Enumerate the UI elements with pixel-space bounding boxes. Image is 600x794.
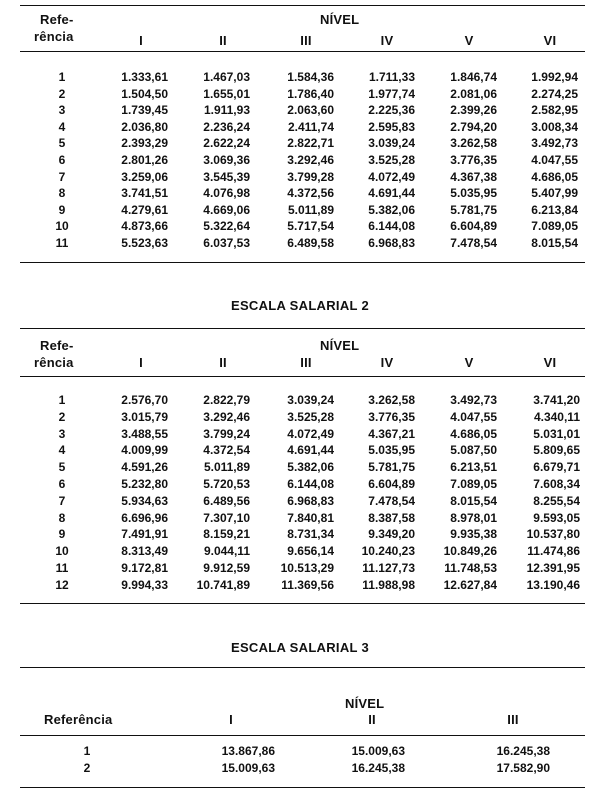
value-cell: 6.213,84 [531, 202, 578, 217]
ref-cell: 3 [58, 426, 66, 441]
value-cell: 6.604,89 [368, 477, 415, 491]
value-cell: 2.236,24 [203, 119, 250, 134]
level-header: V [464, 355, 474, 370]
value-cell: 4.686,05 [450, 426, 497, 441]
value-cell: 8.159,21 [203, 527, 250, 542]
ref-cell: 2 [83, 761, 91, 775]
value-cell: 16.245,38 [496, 744, 550, 758]
value-cell: 3.069,36 [203, 153, 250, 167]
value-cell: 5.809,65 [533, 443, 580, 458]
value-cell: 4.076,98 [203, 186, 250, 201]
value-cell: 7.608,34 [533, 477, 580, 491]
value-cell: 13.867,86 [221, 744, 275, 758]
value-cell: 5.717,54 [287, 219, 334, 234]
value-cell: 1.911,93 [203, 103, 250, 118]
value-cell: 1.786,40 [287, 86, 334, 101]
table-3-top-rule [20, 667, 585, 668]
value-cell: 9.994,33 [121, 577, 168, 592]
value-cell: 1.655,01 [203, 86, 250, 101]
value-cell: 5.934,63 [121, 493, 168, 508]
value-cell: 3.525,28 [368, 153, 415, 167]
value-cell: 4.340,11 [533, 409, 580, 424]
ref-cell: 8 [58, 510, 66, 525]
value-cell: 5.011,89 [287, 202, 334, 217]
value-cell: 6.037,53 [203, 236, 250, 250]
value-cell: 4.372,54 [203, 443, 250, 458]
value-cell: 4.691,44 [368, 186, 415, 201]
value-cell: 5.720,53 [203, 477, 250, 491]
ref-cell: 8 [58, 186, 66, 201]
value-cell: 4.367,21 [368, 426, 415, 441]
value-cell: 4.686,05 [531, 169, 578, 184]
value-cell: 10.513,29 [280, 561, 334, 575]
value-cell: 8.015,54 [450, 493, 497, 508]
value-cell: 1.711,33 [368, 70, 415, 84]
value-cell: 9.172,81 [121, 561, 168, 575]
value-cell: 5.781,75 [368, 460, 415, 475]
ref-cell: 4 [58, 443, 66, 458]
level-header: II [219, 355, 227, 370]
ref-cell: 2 [58, 409, 66, 424]
value-cell: 2.081,06 [450, 86, 497, 101]
value-cell: 2.622,24 [203, 136, 250, 151]
value-cell: 9.656,14 [287, 544, 334, 559]
value-cell: 2.822,79 [203, 393, 250, 407]
value-cell: 2.036,80 [121, 119, 168, 134]
table-2-bottom-rule [20, 603, 585, 604]
ref-cell: 7 [58, 493, 66, 508]
value-cell: 3.488,55 [121, 426, 168, 441]
value-cell: 7.307,10 [203, 510, 250, 525]
value-cell: 5.035,95 [450, 186, 497, 201]
value-cell: 11.474,86 [527, 544, 580, 559]
value-cell: 4.072,49 [287, 426, 334, 441]
table-2-top-rule [20, 328, 585, 329]
value-cell: 6.696,96 [121, 510, 168, 525]
level-header: III [300, 355, 312, 370]
ref-cell: 6 [58, 153, 66, 167]
value-cell: 2.225,36 [368, 103, 415, 118]
value-cell: 8.255,54 [533, 493, 580, 508]
level-header: III [300, 33, 312, 48]
value-cell: 9.044,11 [203, 544, 250, 559]
ref-cell: 1 [58, 70, 66, 84]
value-cell: 2.582,95 [531, 103, 578, 118]
value-cell: 10.849,26 [443, 544, 497, 559]
level-header: IV [380, 33, 394, 48]
value-cell: 4.047,55 [531, 153, 578, 167]
value-cell: 7.478,54 [450, 236, 497, 250]
value-cell: 13.190,46 [526, 577, 580, 592]
value-cell: 1.992,94 [531, 70, 578, 84]
value-cell: 1.846,74 [450, 70, 497, 84]
value-cell: 9.935,38 [450, 527, 497, 542]
value-cell: 2.794,20 [450, 119, 497, 134]
value-cell: 2.595,83 [368, 119, 415, 134]
level-header: VI [543, 355, 557, 370]
value-cell: 7.089,05 [531, 219, 578, 234]
value-cell: 8.387,58 [368, 510, 415, 525]
value-cell: 3.741,51 [121, 186, 168, 201]
scale-2-title: ESCALA SALARIAL 2 [230, 298, 369, 313]
value-cell: 16.245,38 [351, 761, 405, 775]
value-cell: 15.009,63 [221, 761, 275, 775]
table-1-header-rule [20, 51, 585, 52]
value-cell: 6.968,83 [368, 236, 415, 250]
value-cell: 4.873,66 [121, 219, 168, 234]
value-cell: 5.407,99 [531, 186, 578, 201]
value-cell: 3.008,34 [531, 119, 578, 134]
value-cell: 8.313,49 [121, 544, 168, 559]
level-header: III [507, 712, 519, 727]
value-cell: 6.144,08 [287, 477, 334, 491]
value-cell: 2.801,26 [121, 153, 168, 167]
value-cell: 7.840,81 [287, 510, 334, 525]
value-cell: 3.776,35 [368, 409, 415, 424]
value-cell: 3.015,79 [121, 409, 168, 424]
value-cell: 12.391,95 [526, 561, 580, 575]
value-cell: 4.072,49 [368, 169, 415, 184]
value-cell: 3.292,46 [287, 153, 334, 167]
value-cell: 4.591,26 [121, 460, 168, 475]
value-cell: 3.492,73 [531, 136, 578, 151]
level-header: I [139, 355, 143, 370]
value-cell: 3.492,73 [450, 393, 497, 407]
value-cell: 4.372,56 [287, 186, 334, 201]
ref-header-bottom: rência [34, 29, 74, 44]
ref-cell: 11 [55, 561, 69, 575]
value-cell: 3.039,24 [368, 136, 415, 151]
ref-cell: 11 [55, 236, 69, 250]
value-cell: 9.349,20 [368, 527, 415, 542]
value-cell: 5.781,75 [450, 202, 497, 217]
value-cell: 10.240,23 [361, 544, 415, 559]
value-cell: 6.679,71 [533, 460, 580, 475]
value-cell: 11.988,98 [362, 577, 415, 592]
value-cell: 6.604,89 [450, 219, 497, 234]
value-cell: 4.691,44 [287, 443, 334, 458]
ref-cell: 9 [58, 527, 66, 542]
ref-header-top: Refe- [40, 12, 74, 27]
ref-cell: 6 [58, 477, 66, 491]
level-header: I [229, 712, 233, 727]
ref-cell: 9 [58, 202, 66, 217]
value-cell: 2.274,25 [531, 86, 578, 101]
ref-cell: 4 [58, 119, 66, 134]
ref-cell: 10 [55, 544, 69, 559]
value-cell: 9.912,59 [203, 561, 250, 575]
value-cell: 12.627,84 [443, 577, 497, 592]
value-cell: 7.478,54 [368, 493, 415, 508]
value-cell: 10.537,80 [526, 527, 580, 542]
ref-cell: 2 [58, 86, 66, 101]
ref-cell: 10 [55, 219, 69, 234]
value-cell: 4.669,06 [203, 202, 250, 217]
value-cell: 2.063,60 [287, 103, 334, 118]
value-cell: 4.367,38 [450, 169, 497, 184]
scale-3-title: ESCALA SALARIAL 3 [230, 640, 369, 655]
referencia-header: Referência [44, 712, 113, 727]
ref-cell: 3 [58, 103, 66, 118]
value-cell: 2.411,74 [287, 119, 334, 134]
ref-header-top: Refe- [40, 338, 74, 353]
value-cell: 3.799,28 [287, 169, 334, 184]
value-cell: 8.978,01 [450, 510, 497, 525]
value-cell: 9.593,05 [533, 510, 580, 525]
level-header: II [368, 712, 376, 727]
nivel-header: NÍVEL [320, 338, 360, 353]
value-cell: 11.127,73 [362, 561, 415, 575]
value-cell: 1.739,45 [121, 103, 168, 118]
table-1-bottom-rule [20, 262, 585, 263]
value-cell: 3.262,58 [450, 136, 497, 151]
value-cell: 15.009,63 [351, 744, 405, 758]
table-3-bottom-rule [20, 787, 585, 788]
value-cell: 5.523,63 [121, 236, 168, 250]
ref-cell: 1 [83, 744, 91, 758]
level-header: V [464, 33, 474, 48]
value-cell: 5.035,95 [368, 443, 415, 458]
value-cell: 1.977,74 [368, 86, 415, 101]
level-header: VI [543, 33, 557, 48]
value-cell: 5.382,06 [368, 202, 415, 217]
ref-cell: 1 [58, 393, 66, 407]
value-cell: 3.262,58 [368, 393, 415, 407]
level-header: I [139, 33, 143, 48]
value-cell: 3.292,46 [203, 409, 250, 424]
ref-cell: 5 [58, 136, 66, 151]
ref-cell: 5 [58, 460, 66, 475]
ref-cell: 12 [55, 577, 69, 592]
value-cell: 3.545,39 [203, 169, 250, 184]
level-header: II [219, 33, 227, 48]
level-header: IV [380, 355, 394, 370]
value-cell: 3.039,24 [287, 393, 334, 407]
value-cell: 6.968,83 [287, 493, 334, 508]
value-cell: 5.232,80 [121, 477, 168, 491]
value-cell: 5.382,06 [287, 460, 334, 475]
nivel-header: NÍVEL [345, 696, 385, 711]
value-cell: 2.393,29 [121, 136, 168, 151]
value-cell: 3.799,24 [203, 426, 250, 441]
table-2-header-rule [20, 376, 585, 377]
table-3-header-rule [20, 735, 585, 736]
value-cell: 6.489,56 [203, 493, 250, 508]
nivel-header: NÍVEL [320, 12, 360, 27]
value-cell: 5.087,50 [450, 443, 497, 458]
value-cell: 1.467,03 [203, 70, 250, 84]
value-cell: 1.504,50 [121, 86, 168, 101]
value-cell: 3.741,20 [533, 393, 580, 407]
value-cell: 1.333,61 [121, 70, 168, 84]
value-cell: 7.491,91 [121, 527, 168, 542]
table-1-top-rule [20, 5, 585, 6]
value-cell: 6.144,08 [368, 219, 415, 234]
value-cell: 4.047,55 [450, 409, 497, 424]
value-cell: 2.576,70 [121, 393, 168, 407]
value-cell: 5.322,64 [203, 219, 250, 234]
value-cell: 2.399,26 [450, 103, 497, 118]
value-cell: 3.776,35 [450, 153, 497, 167]
value-cell: 7.089,05 [450, 477, 497, 491]
value-cell: 4.009,99 [121, 443, 168, 458]
value-cell: 8.015,54 [531, 236, 578, 250]
ref-header-bottom: rência [34, 355, 74, 370]
value-cell: 3.259,06 [121, 169, 168, 184]
value-cell: 17.582,90 [496, 761, 550, 775]
value-cell: 2.822,71 [287, 136, 334, 151]
value-cell: 6.489,58 [287, 236, 334, 250]
value-cell: 3.525,28 [287, 409, 334, 424]
value-cell: 11.748,53 [444, 561, 497, 575]
value-cell: 5.011,89 [203, 460, 250, 475]
value-cell: 10.741,89 [196, 577, 250, 592]
value-cell: 8.731,34 [287, 527, 334, 542]
value-cell: 1.584,36 [287, 70, 334, 84]
value-cell: 11.369,56 [281, 577, 334, 592]
value-cell: 6.213,51 [450, 460, 497, 475]
value-cell: 5.031,01 [533, 426, 580, 441]
value-cell: 4.279,61 [121, 202, 168, 217]
ref-cell: 7 [58, 169, 66, 184]
